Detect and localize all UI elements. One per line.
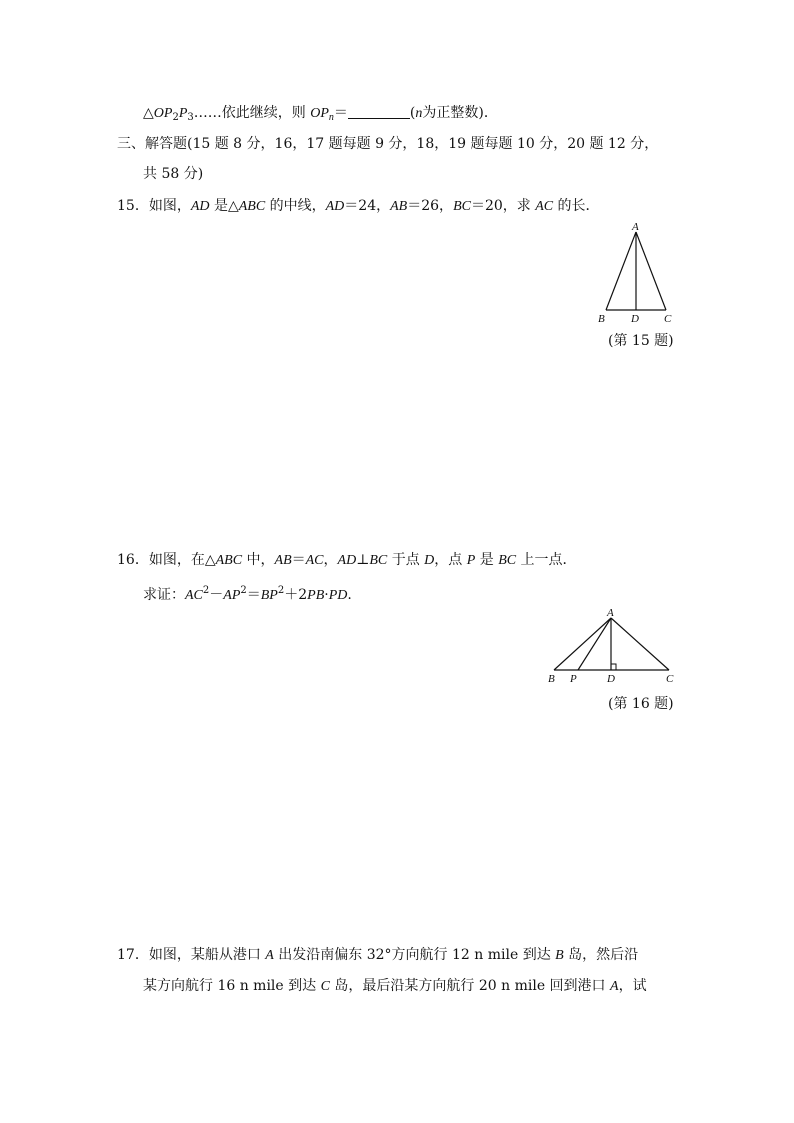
side-ac — [636, 232, 666, 310]
section-heading: 三、解答题(15 题 8 分，16，17 题每题 9 分，18，19 题每题 10 分，20 题 12 分， — [117, 136, 659, 152]
operator: － — [209, 587, 224, 603]
text-segment: 中， — [242, 552, 275, 568]
side-ac — [611, 618, 669, 670]
subscript: 2 — [172, 112, 179, 123]
label-a: A — [607, 607, 614, 619]
math-var: ABC — [238, 199, 266, 214]
question-number: 15． — [117, 198, 149, 214]
text-segment: 如图，某船从港口 — [148, 947, 266, 963]
text-segment: 是 — [475, 552, 499, 568]
math-var: D — [424, 553, 435, 568]
text-segment: 出发沿南偏东 32°方向航行 12 n mile 到达 — [273, 947, 556, 963]
operator: ＝ — [246, 587, 261, 603]
side-ab — [606, 232, 636, 310]
figure-16-triangle — [540, 606, 685, 688]
math-var: BP — [260, 588, 278, 603]
label-a: A — [632, 221, 639, 233]
figure-15-triangle — [590, 220, 680, 330]
answer-blank — [348, 104, 410, 119]
perpendicular-symbol: ⊥ — [356, 552, 370, 568]
triangle-symbol: △ — [143, 105, 154, 121]
label-c: C — [666, 673, 674, 685]
math-var: BC — [453, 199, 471, 214]
question-number: 17． — [117, 947, 149, 963]
proof-statement — [143, 581, 352, 606]
question-17 — [117, 945, 638, 966]
text-segment: ＝20，求 — [470, 198, 536, 214]
math-var: C — [320, 979, 330, 994]
figure-15-caption: (第 15 题) — [608, 333, 674, 349]
text-segment: 的中线， — [265, 198, 326, 214]
question-17-cont — [143, 976, 647, 997]
text-segment: 某方向航行 16 n mile 到达 — [143, 978, 321, 994]
text-segment: ＝24， — [344, 198, 391, 214]
text-segment: ……依此继续，则 — [193, 105, 311, 121]
question-15 — [117, 196, 600, 217]
text-segment: 的长． — [553, 198, 600, 214]
subscript: 3 — [187, 112, 194, 123]
text-segment: ＝ — [291, 552, 306, 568]
math-var: PD — [328, 588, 348, 603]
label-d: D — [607, 673, 615, 685]
text-segment: ( — [409, 105, 416, 121]
label-p: P — [570, 673, 577, 685]
right-angle-mark — [611, 664, 616, 670]
text-segment: ，点 — [434, 552, 467, 568]
math-var: AC — [535, 199, 554, 214]
text-segment: 上一点． — [516, 552, 577, 568]
math-var: PB — [307, 588, 325, 603]
math-var: B — [555, 948, 564, 963]
question-16 — [117, 550, 577, 571]
math-op: OP — [153, 106, 173, 121]
math-var: ABC — [215, 553, 243, 568]
math-var: AC — [185, 588, 203, 603]
math-p: P — [178, 106, 188, 121]
math-n: n — [415, 106, 423, 121]
math-var: AB — [274, 553, 292, 568]
prev-question-line — [143, 103, 498, 128]
label-b: B — [598, 313, 605, 325]
math-var: BC — [369, 553, 388, 568]
operator: ＋2 — [284, 587, 308, 603]
math-var: AC — [305, 553, 324, 568]
math-var: BC — [498, 553, 517, 568]
math-op: OP — [310, 106, 329, 121]
math-var: AD — [337, 553, 357, 568]
text-segment: ， — [323, 552, 338, 568]
figure-16-caption: (第 16 题) — [608, 696, 674, 712]
math-var: A — [610, 979, 619, 994]
exponent: 2 — [202, 585, 210, 596]
math-var: AD — [325, 199, 345, 214]
text-segment: 岛，然后沿 — [563, 947, 639, 963]
math-var: AB — [390, 199, 408, 214]
math-var: AD — [190, 199, 210, 214]
math-var: P — [466, 553, 476, 568]
exponent: 2 — [277, 585, 285, 596]
text-segment: 如图， — [148, 198, 191, 214]
section-heading-cont: 共 58 分) — [143, 166, 204, 182]
math-var: AP — [223, 588, 241, 603]
text-segment: 如图，在△ — [148, 552, 216, 568]
equals-sign: ＝ — [333, 105, 348, 121]
text-segment: 于点 — [387, 552, 425, 568]
text-segment: 岛，最后沿某方向航行 20 n mile 回到港口 — [329, 978, 611, 994]
math-var: A — [265, 948, 274, 963]
text-segment: . — [347, 587, 352, 603]
subscript: n — [328, 112, 334, 123]
text-segment: ，试 — [618, 978, 647, 994]
text-segment: 为正整数)． — [422, 105, 498, 121]
text-segment: ＝26， — [407, 198, 454, 214]
operator: · — [324, 587, 329, 603]
label-c: C — [664, 313, 672, 325]
label-d: D — [631, 313, 639, 325]
text-segment: 是△ — [209, 198, 239, 214]
proof-label: 求证： — [143, 587, 185, 603]
exponent: 2 — [240, 585, 247, 596]
question-number: 16． — [117, 552, 149, 568]
label-b: B — [548, 673, 555, 685]
